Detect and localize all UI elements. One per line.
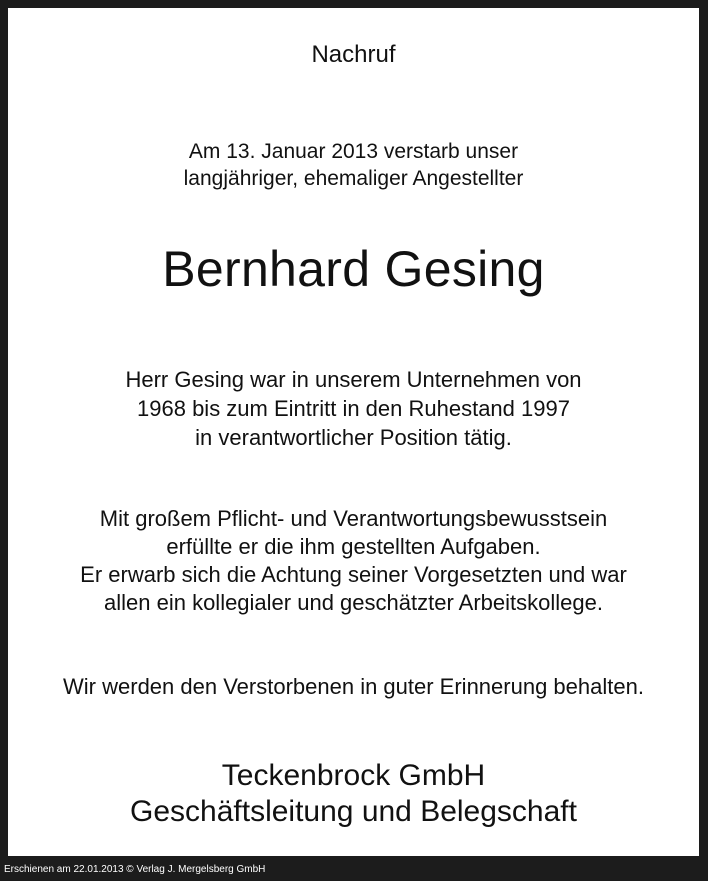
deceased-name: Bernhard Gesing (162, 241, 545, 297)
paragraph-line: erfüllte er die ihm gestellten Aufgaben. (166, 534, 541, 559)
intro-line: langjähriger, ehemaliger Angestellter (183, 167, 524, 190)
notice-heading: Nachruf (311, 41, 396, 68)
paragraph-line: allen ein kollegialer und geschätzter Arbeitskollege. (104, 590, 603, 615)
paragraph-line: in verantwortlicher Position tätig. (195, 425, 512, 450)
tribute-paragraph (8, 505, 699, 617)
paragraph-line: Herr Gesing war in unserem Unternehmen von (125, 367, 582, 392)
career-paragraph (8, 365, 699, 452)
publication-footer: Erschienen am 22.01.2013 © Verlag J. Mergelsberg GmbH (4, 864, 266, 875)
paragraph-line: Er erwarb sich die Achtung seiner Vorgesetzten und war (80, 562, 627, 587)
closing-sentence: Wir werden den Verstorbenen in guter Erinnerung behalten. (63, 674, 644, 699)
intro-line: Am 13. Januar 2013 verstarb unser (188, 140, 519, 163)
intro-text (8, 138, 699, 192)
paragraph-line: 1968 bis zum Eintritt in den Ruhestand 1997 (137, 396, 570, 421)
paragraph-line: Mit großem Pflicht- und Verantwortungsbewusstsein (99, 506, 608, 531)
company-name: Teckenbrock GmbH (221, 759, 486, 792)
signature (8, 758, 699, 830)
obituary-notice (8, 8, 699, 856)
signatory-group: Geschäftsleitung und Belegschaft (130, 795, 577, 828)
